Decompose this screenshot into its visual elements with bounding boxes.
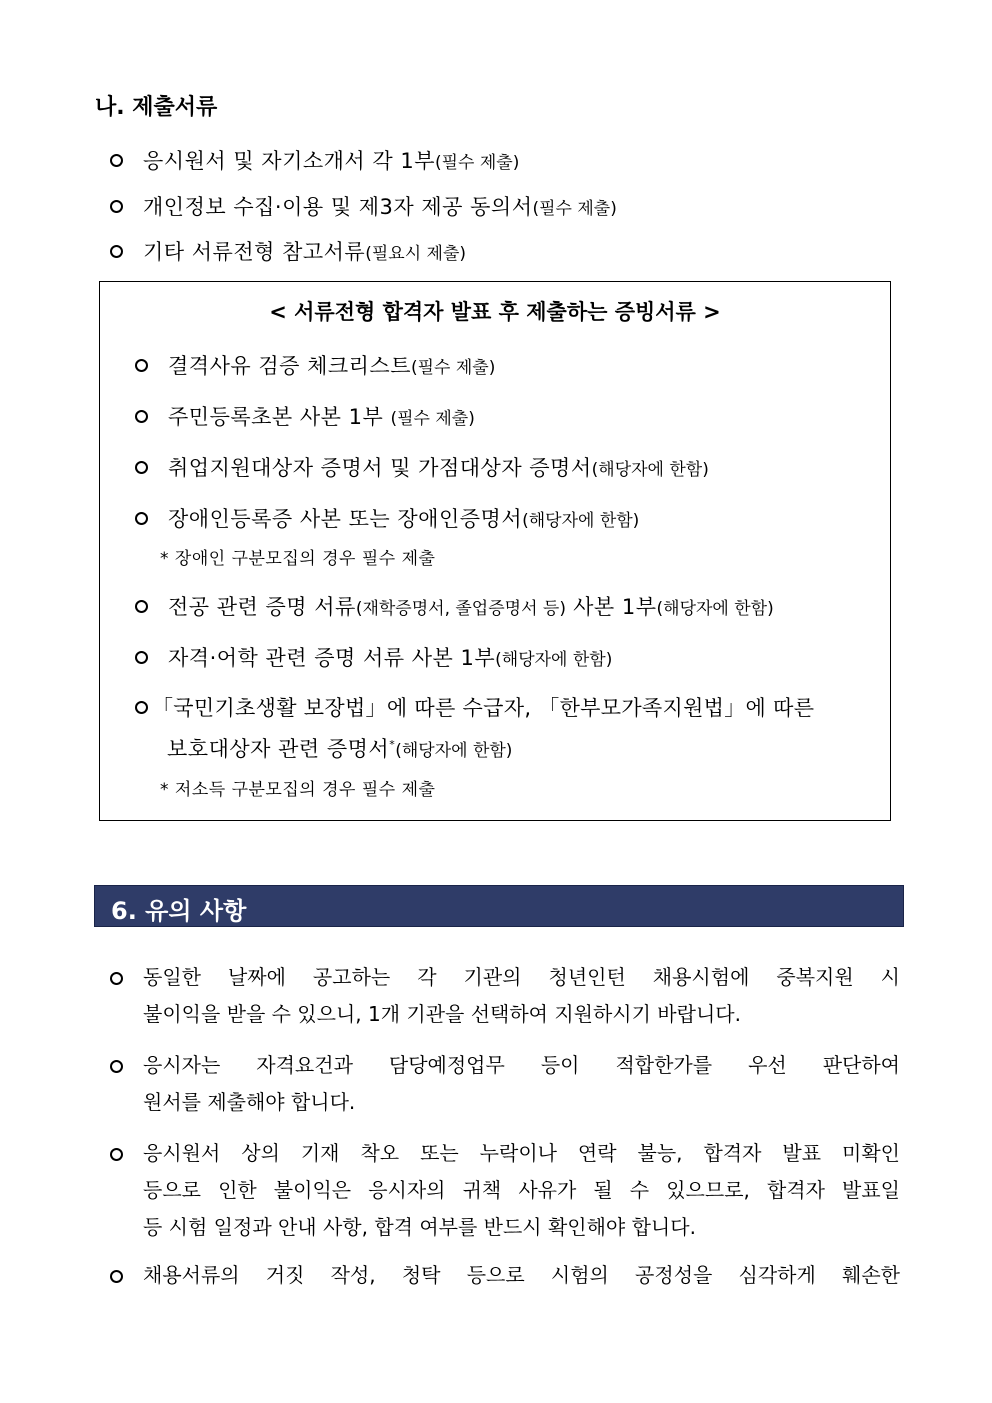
notice-paragraph (110, 959, 900, 1033)
item-note: (해당자에 한함) (522, 511, 640, 531)
circle-bullet-icon (110, 245, 123, 258)
list-item (135, 591, 774, 621)
footnote-disabled: * 장애인 구분모집의 경우 필수 제출 (160, 549, 436, 569)
section-banner (94, 885, 904, 927)
list-item (135, 503, 639, 533)
circle-bullet-icon (135, 701, 148, 714)
paragraph-line: 응시원서 상의 기재 착오 또는 누락이나 연락 불능, 합격자 발표 미확인 (143, 1141, 900, 1165)
list-item (135, 350, 495, 380)
circle-bullet-icon (110, 972, 123, 985)
item-text: 기타 서류전형 참고서류 (143, 240, 366, 264)
list-item (135, 642, 612, 672)
item-note: (해당자에 한함) (495, 650, 613, 670)
notice-paragraph (110, 1257, 900, 1294)
item-text: 결격사유 검증 체크리스트 (168, 354, 411, 378)
item-note: (해당자에 한함) (395, 741, 513, 761)
item-text: 취업지원대상자 증명서 및 가점대상자 증명서 (168, 456, 592, 480)
item-text: 주민등록초본 사본 1부 (168, 405, 391, 429)
item-note-extra: (해당자에 한함) (656, 599, 774, 619)
circle-bullet-icon (135, 461, 148, 474)
box-title: < 서류전형 합격자 발표 후 제출하는 증빙서류 > (269, 300, 721, 324)
item-note: (필수 제출) (532, 199, 617, 219)
list-item (135, 401, 475, 431)
notice-paragraph (110, 1135, 900, 1246)
paragraph-line: 원서를 제출해야 합니다. (143, 1090, 356, 1114)
list-item (135, 692, 814, 722)
item-text: 장애인등록증 사본 또는 장애인증명서 (168, 507, 523, 531)
list-item (135, 452, 709, 482)
item-text: 보호대상자 관련 증명서 (167, 737, 390, 761)
circle-bullet-icon (135, 651, 148, 664)
item-text: 「국민기초생활 보장법」에 따른 수급자, 「한부모가족지원법」에 따른 (152, 696, 815, 720)
circle-bullet-icon (135, 512, 148, 525)
item-note: (필수 제출) (390, 409, 475, 429)
footnote-low-income: * 저소득 구분모집의 경우 필수 제출 (160, 780, 436, 800)
circle-bullet-icon (110, 200, 123, 213)
circle-bullet-icon (110, 1270, 123, 1283)
list-item (110, 191, 617, 221)
circle-bullet-icon (110, 154, 123, 167)
notice-paragraph (110, 1047, 900, 1121)
section-heading-submission-docs: 나. 제출서류 (95, 95, 218, 120)
circle-bullet-icon (135, 359, 148, 372)
list-item (110, 236, 466, 266)
item-note: (재학증명서, 졸업증명서 등) (355, 599, 566, 619)
circle-bullet-icon (110, 1060, 123, 1073)
circle-bullet-icon (135, 600, 148, 613)
paragraph-line: 등 시험 일정과 안내 사항, 합격 여부를 반드시 확인해야 합니다. (143, 1215, 696, 1239)
item-text: 응시원서 및 자기소개서 각 1부 (143, 149, 435, 173)
paragraph-line: 채용서류의 거짓 작성, 청탁 등으로 시험의 공정성을 심각하게 훼손한 (143, 1263, 900, 1287)
item-note: (필수 제출) (435, 153, 520, 173)
footnote-marker: * (389, 738, 396, 751)
list-item (110, 145, 519, 175)
paragraph-line: 등으로 인한 불이익은 응시자의 귀책 사유가 될 수 있으므로, 합격자 발표일 (143, 1178, 900, 1202)
paragraph-line: 응시자는 자격요건과 담당예정업무 등이 적합한가를 우선 판단하여 (143, 1053, 900, 1077)
item-text: 자격·어학 관련 증명 서류 사본 1부 (168, 646, 496, 670)
list-item-continuation (167, 733, 512, 763)
item-note: (필요시 제출) (365, 244, 466, 264)
item-note: (해당자에 한함) (591, 460, 709, 480)
item-text: 개인정보 수집·이용 및 제3자 제공 동의서 (143, 195, 533, 219)
section-title: 6. 유의 사항 (111, 897, 247, 925)
item-text: 전공 관련 증명 서류 (168, 595, 356, 619)
paragraph-line: 불이익을 받을 수 있으니, 1개 기관을 선택하여 지원하시기 바랍니다. (143, 1002, 741, 1026)
item-text-extra: 사본 1부 (565, 595, 657, 619)
item-note: (필수 제출) (411, 358, 496, 378)
circle-bullet-icon (110, 1148, 123, 1161)
circle-bullet-icon (135, 410, 148, 423)
paragraph-line: 동일한 날짜에 공고하는 각 기관의 청년인턴 채용시험에 중복지원 시 (143, 965, 900, 989)
